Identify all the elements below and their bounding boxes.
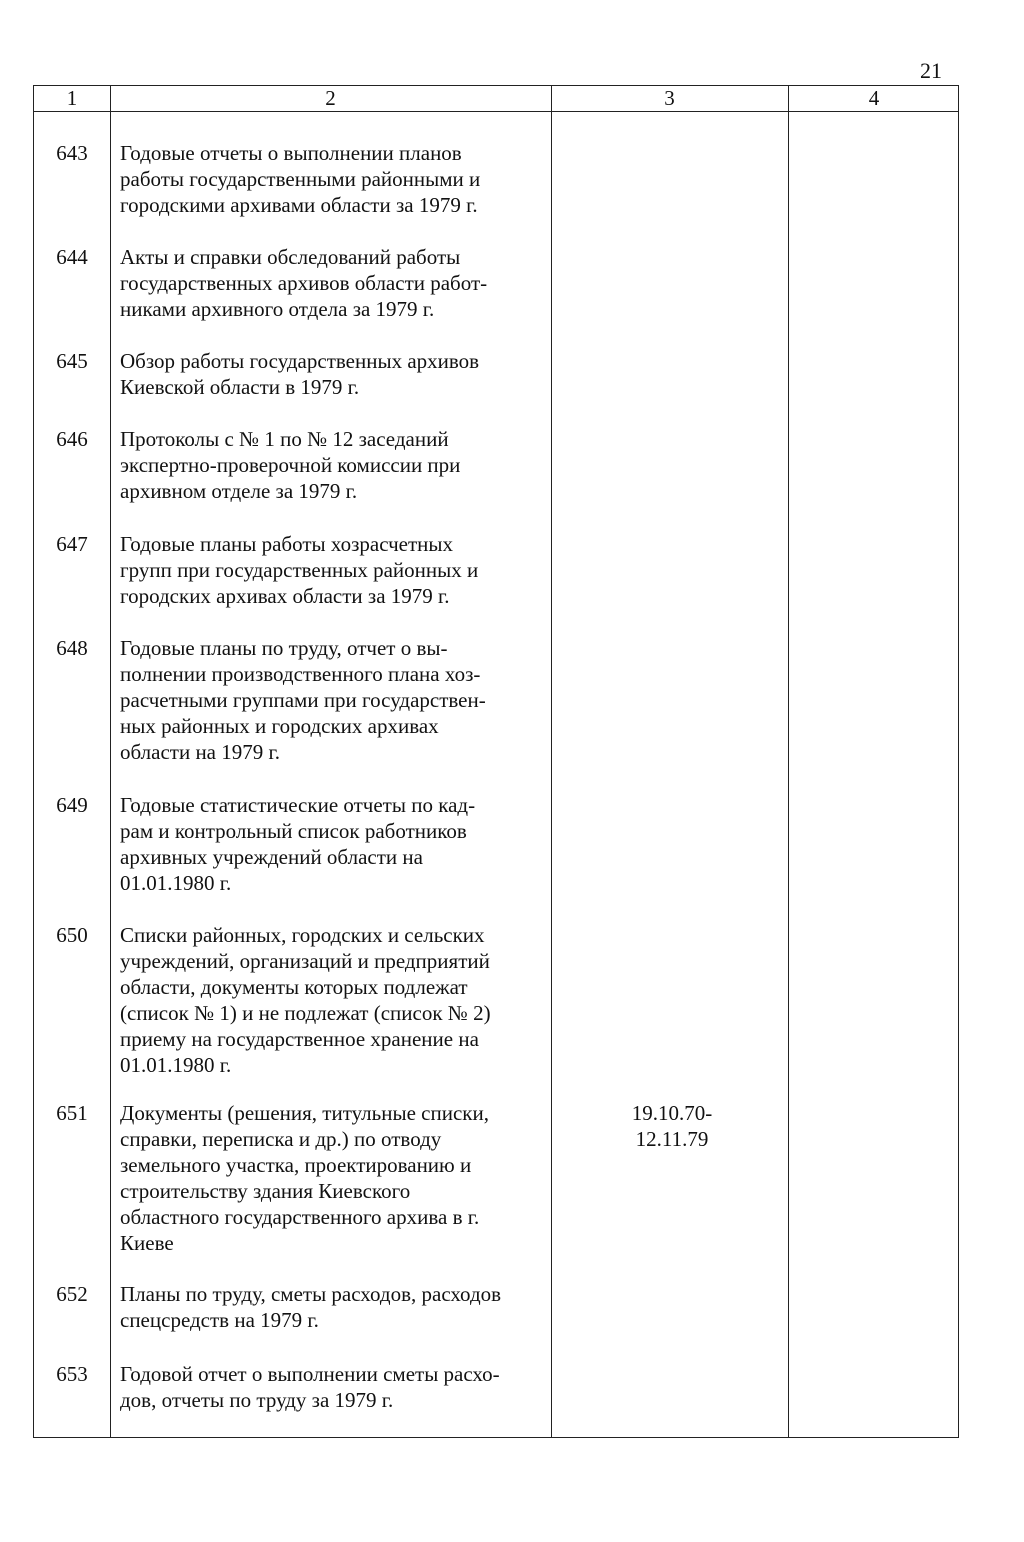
column-divider (110, 86, 111, 1437)
description-line: архивном отделе за 1979 г. (120, 479, 358, 503)
description-line: групп при государственных районных и (120, 558, 479, 582)
description-line: дов, отчеты по труду за 1979 г. (120, 1388, 394, 1412)
row-number: 646 (56, 427, 88, 451)
row-description (120, 1100, 540, 1256)
column-divider (788, 86, 789, 1437)
column-divider (551, 86, 552, 1437)
header-col-1: 1 (66, 86, 78, 110)
description-line: городских архивах области за 1979 г. (120, 584, 450, 608)
row-description (120, 348, 540, 400)
row-number: 649 (56, 793, 88, 817)
description-line: Годовой отчет о выполнении сметы расхо- (120, 1362, 500, 1386)
description-line: Киеве (120, 1231, 174, 1255)
description-line: государственных архивов области работ- (120, 271, 488, 295)
row-description (120, 1281, 540, 1333)
row-description (120, 531, 540, 609)
row-number: 643 (56, 141, 88, 165)
description-line: области, документы которых подлежат (120, 975, 468, 999)
row-number: 645 (56, 349, 88, 373)
description-line: Акты и справки обследований работы (120, 245, 461, 269)
description-line: Протоколы с № 1 по № 12 заседаний (120, 427, 449, 451)
description-line: экспертно-проверочной комиссии при (120, 453, 461, 477)
description-line: приему на государственное хранение на (120, 1027, 479, 1051)
row-number: 644 (56, 245, 88, 269)
description-line: Киевской области в 1979 г. (120, 375, 360, 399)
row-number: 650 (56, 923, 88, 947)
description-line: областного государственного архива в г. (120, 1205, 480, 1229)
description-line: строительству здания Киевского (120, 1179, 411, 1203)
row-number: 647 (56, 532, 88, 556)
description-line: полнении производственного плана хоз- (120, 662, 481, 686)
description-line: справки, переписка и др.) по отводу (120, 1127, 442, 1151)
row-description (120, 792, 540, 896)
row-number: 648 (56, 636, 88, 660)
row-description (120, 1361, 540, 1413)
description-line: 01.01.1980 г. (120, 1053, 232, 1077)
header-col-3: 3 (664, 86, 675, 110)
row-date-range (554, 1100, 790, 1152)
description-line: Годовые планы работы хозрасчетных (120, 532, 453, 556)
description-line: Годовые статистические отчеты по кад- (120, 793, 476, 817)
description-line: земельного участка, проектированию и (120, 1153, 472, 1177)
description-line: работы государственными районными и (120, 167, 481, 191)
description-line: расчетными группами при государствен- (120, 688, 486, 712)
header-col-4: 4 (868, 86, 880, 110)
description-line: Планы по труду, сметы расходов, расходов (120, 1282, 502, 1306)
row-number: 652 (56, 1282, 88, 1306)
description-line: архивных учреждений области на (120, 845, 423, 869)
description-line: Документы (решения, титульные списки, (120, 1101, 489, 1125)
date-line: 19.10.70- (631, 1101, 713, 1125)
description-line: (список № 1) и не подлежат (список № 2) (120, 1001, 491, 1025)
description-line: Годовые планы по труду, отчет о вы- (120, 636, 448, 660)
description-line: ных районных и городских архивах (120, 714, 439, 738)
header-col-2: 2 (325, 86, 336, 110)
description-line: Годовые отчеты о выполнении планов (120, 141, 462, 165)
row-number: 651 (56, 1101, 88, 1125)
row-description (120, 635, 540, 765)
description-line: спецсредств на 1979 г. (120, 1308, 319, 1332)
row-description (120, 244, 540, 322)
description-line: городскими архивами области за 1979 г. (120, 193, 478, 217)
description-line: Обзор работы государственных архивов (120, 349, 480, 373)
description-line: рам и контрольный список работников (120, 819, 467, 843)
row-description (120, 426, 540, 504)
inventory-table (33, 85, 959, 1438)
date-line: 12.11.79 (635, 1127, 709, 1151)
description-line: 01.01.1980 г. (120, 871, 232, 895)
page-number: 21 (920, 58, 942, 83)
row-description (120, 922, 540, 1078)
description-line: никами архивного отдела за 1979 г. (120, 297, 435, 321)
row-number: 653 (56, 1362, 88, 1386)
header-divider (34, 111, 958, 112)
row-description (120, 140, 540, 218)
description-line: учреждений, организаций и предприятий (120, 949, 490, 973)
description-line: Списки районных, городских и сельских (120, 923, 485, 947)
description-line: области на 1979 г. (120, 740, 281, 764)
